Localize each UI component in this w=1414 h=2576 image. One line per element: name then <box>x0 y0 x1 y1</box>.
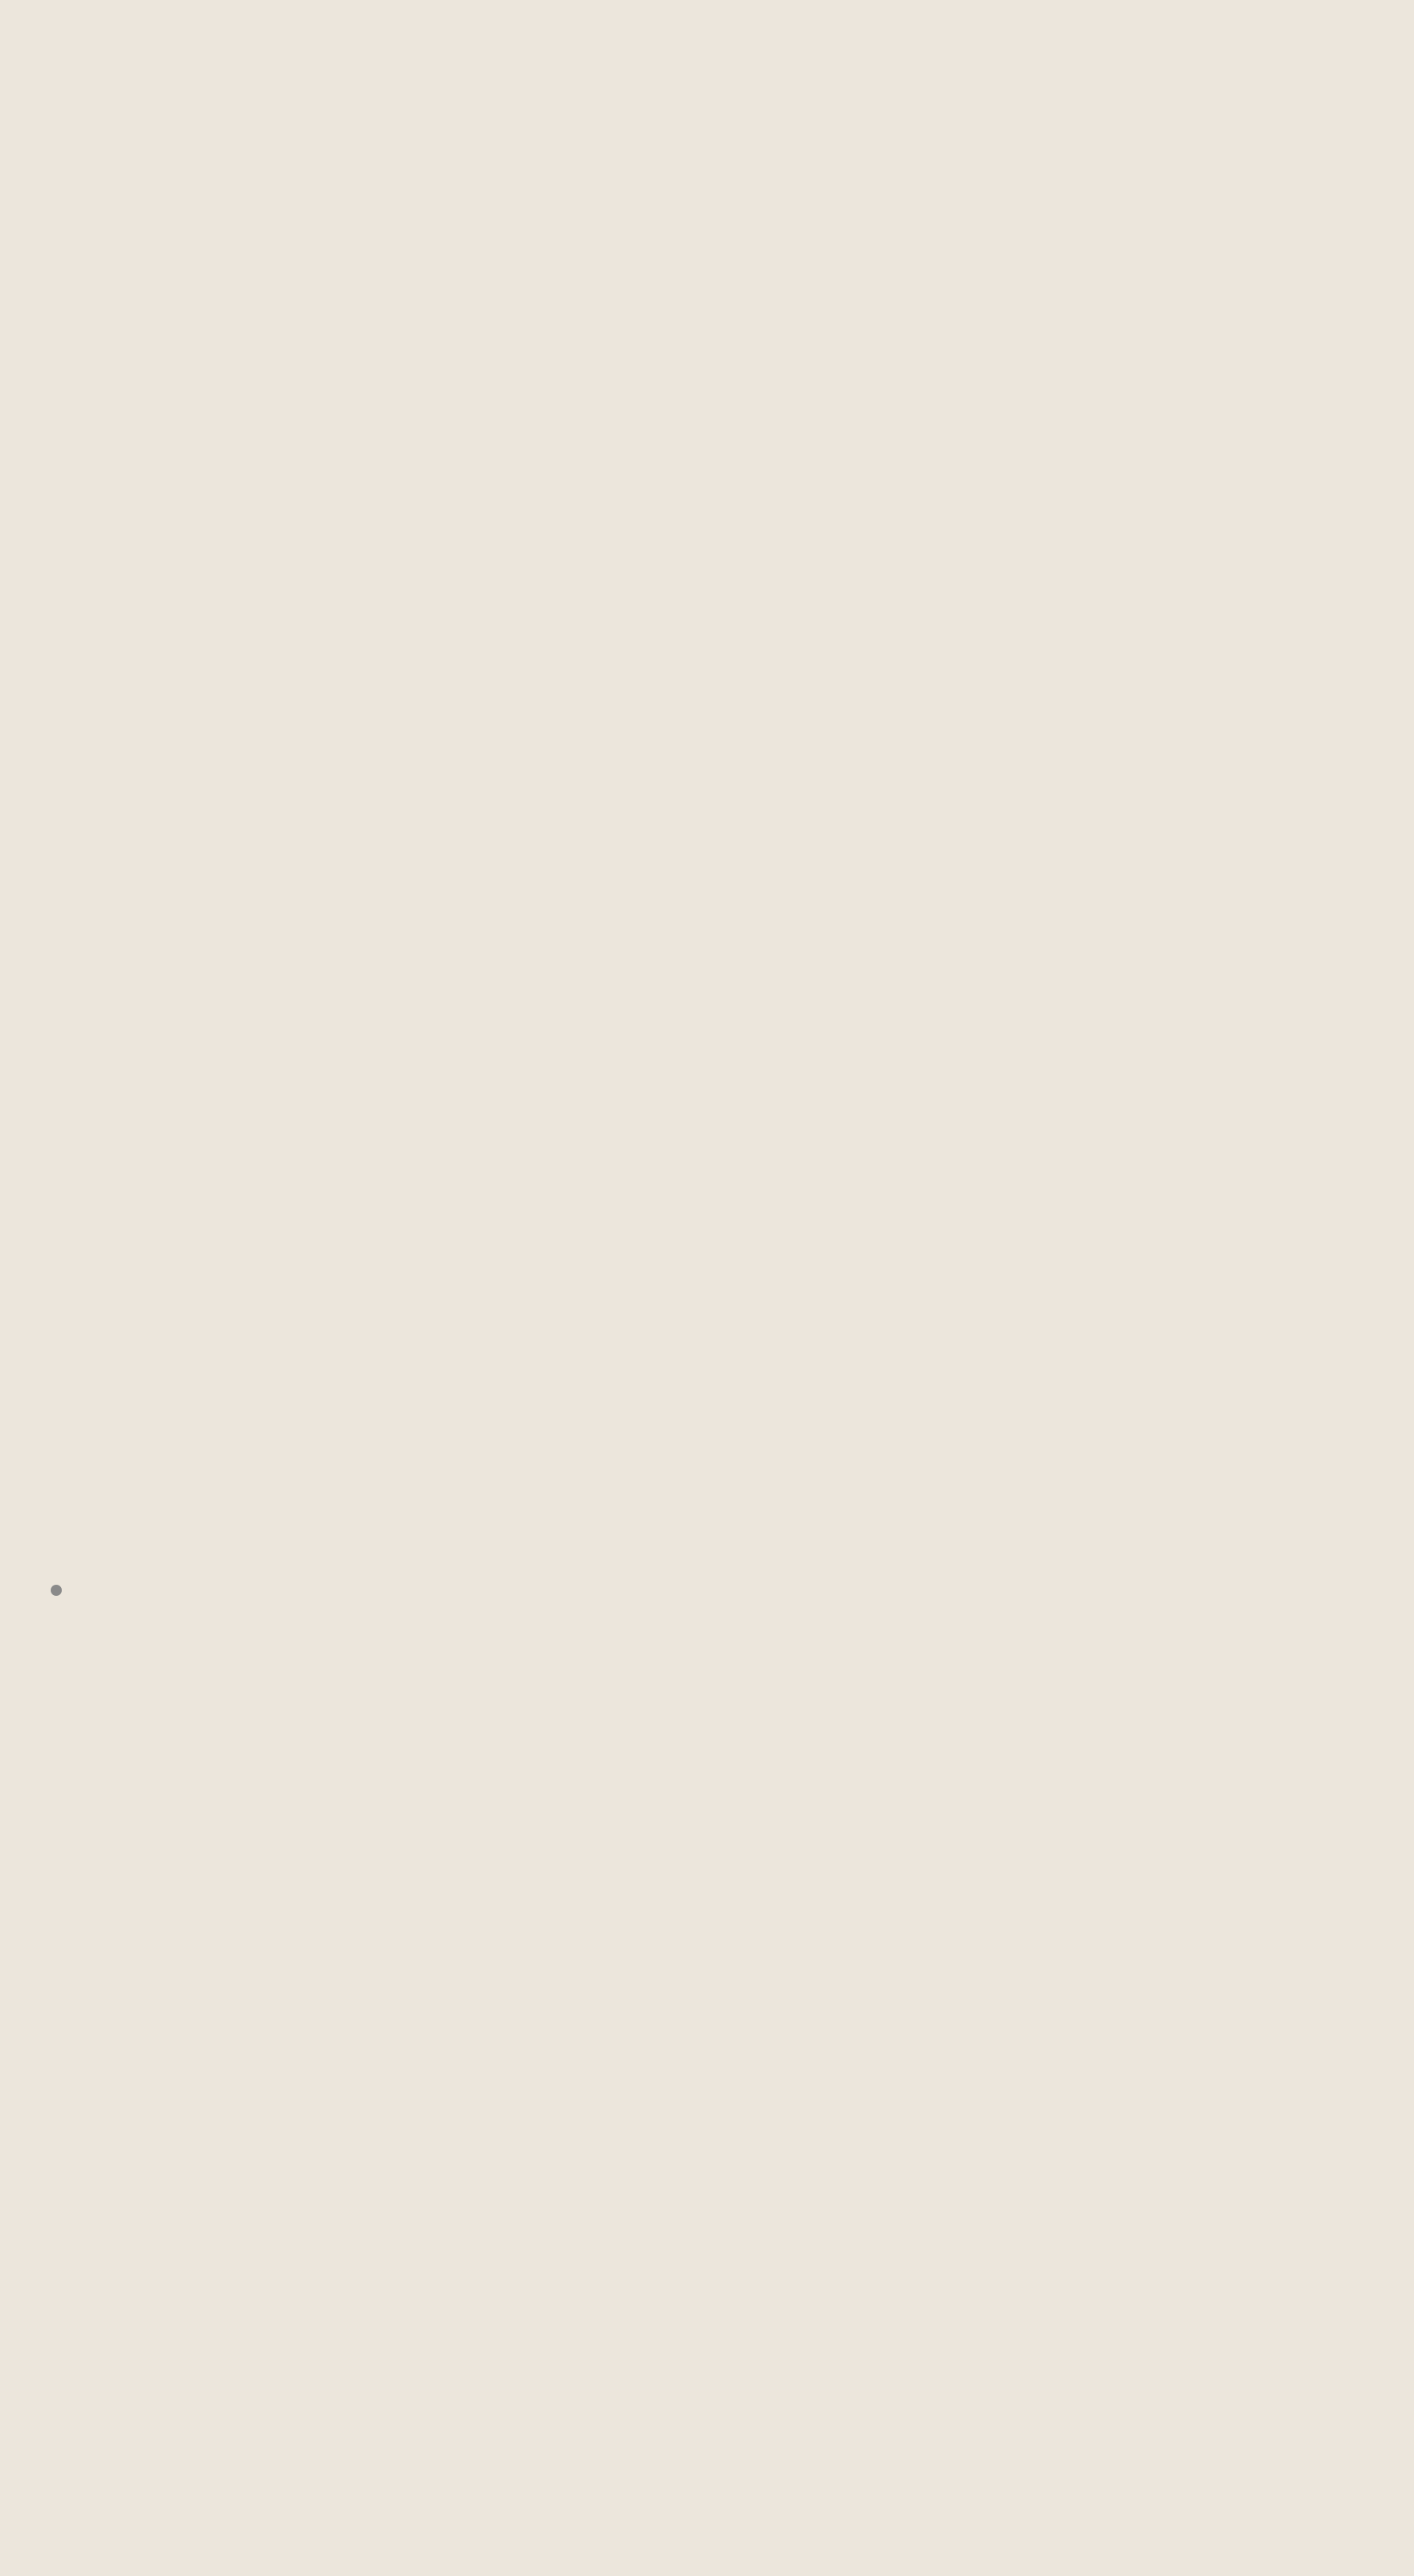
document-page <box>158 79 1351 100</box>
ink-spot <box>51 1585 62 1596</box>
